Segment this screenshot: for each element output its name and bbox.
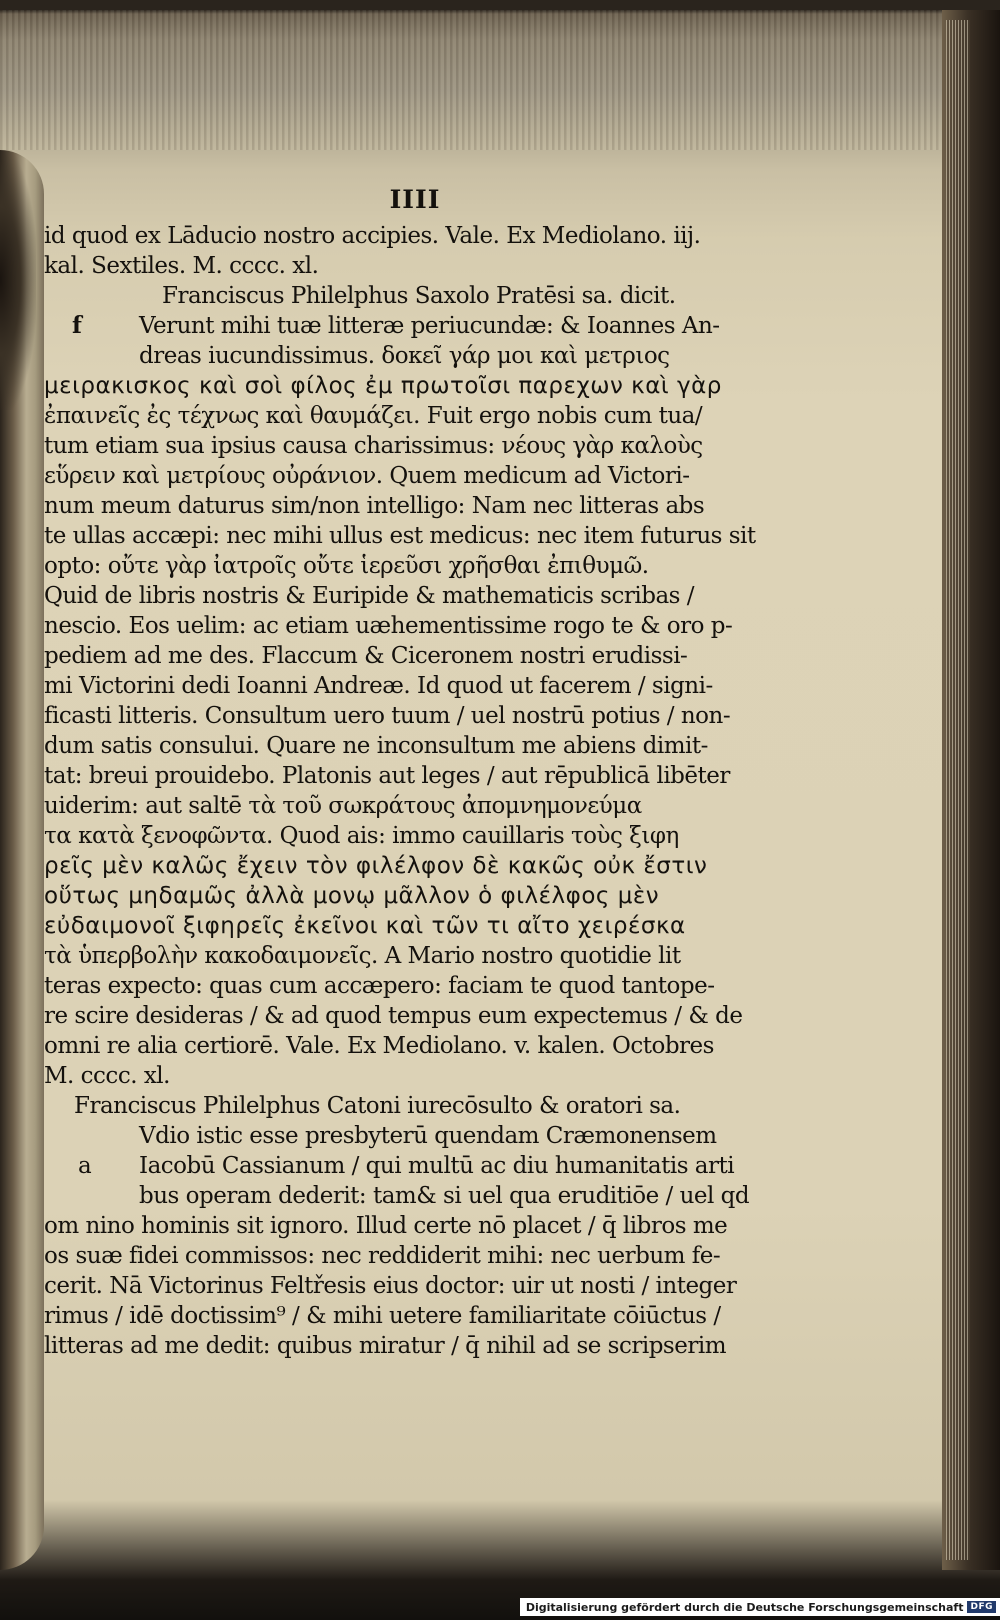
line-text: uiderim: aut saltē τὰ τοῦ σωκράτους ἀπομνημονεύμα <box>44 793 642 819</box>
line-text: Iacobū Cassianum / qui multū ac diu humanitatis arti <box>139 1153 735 1179</box>
guide-initial: a <box>78 1153 92 1179</box>
line-text: dum satis consului. Quare ne inconsultum me abiens dimit- <box>44 733 708 759</box>
text-line <box>44 371 766 401</box>
line-text: teras expecto: quas cum accæpero: faciam te quod tantope- <box>44 973 715 999</box>
line-text: om nino hominis sit ignoro. Illud certe nō placet / q̄ libros me <box>44 1213 728 1239</box>
guide-initial: f <box>72 312 82 339</box>
text-line <box>44 521 766 551</box>
digitization-credit <box>520 1598 1000 1616</box>
credit-text: Digitalisierung gefördert durch die Deutsche Forschungsgemeinschaft <box>525 1600 964 1614</box>
dfg-logo: DFG <box>967 1601 996 1613</box>
line-text: οὕτως μηδαμῶς ἀλλὰ μονῳ μᾶλλον ὁ φιλέλφος μὲν <box>44 883 660 909</box>
text-line <box>44 311 766 341</box>
line-text: pediem ad me des. Flaccum & Ciceronem nostri erudissi- <box>44 643 688 669</box>
line-text: te ullas accæpi: nec mihi ullus est medicus: nec item futurus sit <box>44 523 756 549</box>
line-text: num meum daturus sim/non intelligo: Nam nec litteras abs <box>44 493 705 519</box>
line-text: os suæ fidei commissos: nec reddiderit mihi: nec uerbum fe- <box>44 1243 721 1269</box>
line-text: Quid de libris nostris & Euripide & mathematicis scribas / <box>44 583 695 609</box>
line-text: Vdio istic esse presbyterū quendam Cræmonensem <box>139 1123 717 1149</box>
text-line <box>44 461 766 491</box>
text-line <box>44 401 766 431</box>
line-text: ρεῖς μὲν καλῶς ἔχειν τὸν φιλέλφον δὲ κακῶς οὐκ ἔστιν <box>44 853 708 879</box>
line-text: τα κατὰ ξενοφῶντα. Quod ais: immo cauillaris τοὺς ξιφη <box>44 823 679 849</box>
line-text: M. cccc. xl. <box>44 1063 170 1089</box>
text-line <box>44 701 766 731</box>
text-line <box>44 761 766 791</box>
line-text: ἐπαινεῖς ἐς τέχνως καὶ θαυμάζει. Fuit ergo nobis cum tua/ <box>44 403 703 429</box>
line-text: τὰ ὑπερβολὴν κακοδαιμονεῖς. A Mario nostro quotidie lit <box>44 943 681 969</box>
line-text: bus operam dederit: tam& si uel qua eruditiōe / uel qd <box>139 1183 750 1209</box>
line-text: cerit. Nā Victorinus Feltřesis eius doctor: uir ut nosti / integer <box>44 1273 737 1299</box>
text-line <box>44 1001 766 1031</box>
text-line <box>44 941 766 971</box>
folio-number: IIII <box>389 185 441 214</box>
text-line <box>44 731 766 761</box>
text-line <box>44 581 766 611</box>
text-line <box>44 431 766 461</box>
text-block <box>44 221 766 1361</box>
line-text: opto: οὔτε γὰρ ἰατροῖς οὔτε ἱερεῦσι χρῆσθαι ἐπιθυμῶ. <box>44 553 649 579</box>
text-line <box>44 1241 766 1271</box>
text-line <box>44 551 766 581</box>
line-text: tum etiam sua ipsius causa charissimus: νέους γὰρ καλοὺς <box>44 433 703 459</box>
text-line <box>44 971 766 1001</box>
line-text: re scire desideras / & ad quod tempus eum expectemus / & de <box>44 1003 743 1029</box>
line-text: id quod ex Lāducio nostro accipies. Vale. Ex Mediolano. iij. <box>44 223 701 249</box>
text-line <box>44 1031 766 1061</box>
text-line <box>44 491 766 521</box>
line-text: litteras ad me dedit: quibus miratur / q̄ nihil ad se scripserim <box>44 1333 727 1359</box>
line-text: kal. Sextiles. M. cccc. xl. <box>44 253 319 279</box>
text-line <box>44 1121 766 1151</box>
text-line <box>44 821 766 851</box>
line-text: Verunt mihi tuæ litteræ periucundæ: & Ioannes An- <box>139 313 720 339</box>
text-line <box>44 611 766 641</box>
line-text: Franciscus Philelphus Saxolo Pratēsi sa. dicit. <box>162 283 676 309</box>
line-text: μειρακισκος καὶ σοὶ φίλος ἐμ πρωτοῖσι παρεχων καὶ γὰρ <box>44 373 722 399</box>
line-text: εὕρειν καὶ μετρίους οὐράνιον. Quem medicum ad Victori- <box>44 463 690 489</box>
text-line <box>44 1301 766 1331</box>
line-text: nescio. Eos uelim: ac etiam uæhementissime rogo te & oro p- <box>44 613 733 639</box>
line-text: εὐδαιμονοῖ ξιφηρεῖς ἐκεῖνοι καὶ τῶν τι αἴτο χειρέσκα <box>44 913 686 939</box>
text-line <box>44 1151 766 1181</box>
text-line <box>44 1211 766 1241</box>
spine-shadow <box>0 150 36 410</box>
text-line <box>44 251 766 281</box>
line-text: rimus / idē doctissim⁹ / & mihi uetere familiaritate cōiūctus / <box>44 1303 721 1329</box>
text-line <box>44 671 766 701</box>
line-text: dreas iucundissimus. δοκεῖ γάρ μοι καὶ μετριος <box>139 343 670 369</box>
text-line <box>44 1271 766 1301</box>
text-page <box>44 185 766 1361</box>
text-line <box>44 1181 766 1211</box>
line-text: omni re alia certiorē. Vale. Ex Mediolano. v. kalen. Octobres <box>44 1033 714 1059</box>
line-text: ficasti litteris. Consultum uero tuum / uel nostrū potius / non- <box>44 703 731 729</box>
line-text: mi Victorini dedi Ioanni Andreæ. Id quod ut facerem / signi- <box>44 673 713 699</box>
line-text: tat: breui prouidebo. Platonis aut leges / aut rēpublicā libēter <box>44 763 730 789</box>
text-line <box>44 1091 766 1121</box>
text-line <box>44 851 766 881</box>
text-line <box>44 641 766 671</box>
line-text: Franciscus Philelphus Catoni iurecōsulto & oratori sa. <box>74 1093 681 1119</box>
text-line <box>44 881 766 911</box>
text-line <box>44 341 766 371</box>
text-line <box>44 221 766 251</box>
page-edge-lines <box>946 20 970 1560</box>
text-line <box>44 1331 766 1361</box>
text-line <box>44 281 766 311</box>
text-line <box>44 1061 766 1091</box>
text-line <box>44 911 766 941</box>
text-line <box>44 791 766 821</box>
page-edges-top <box>0 10 960 150</box>
